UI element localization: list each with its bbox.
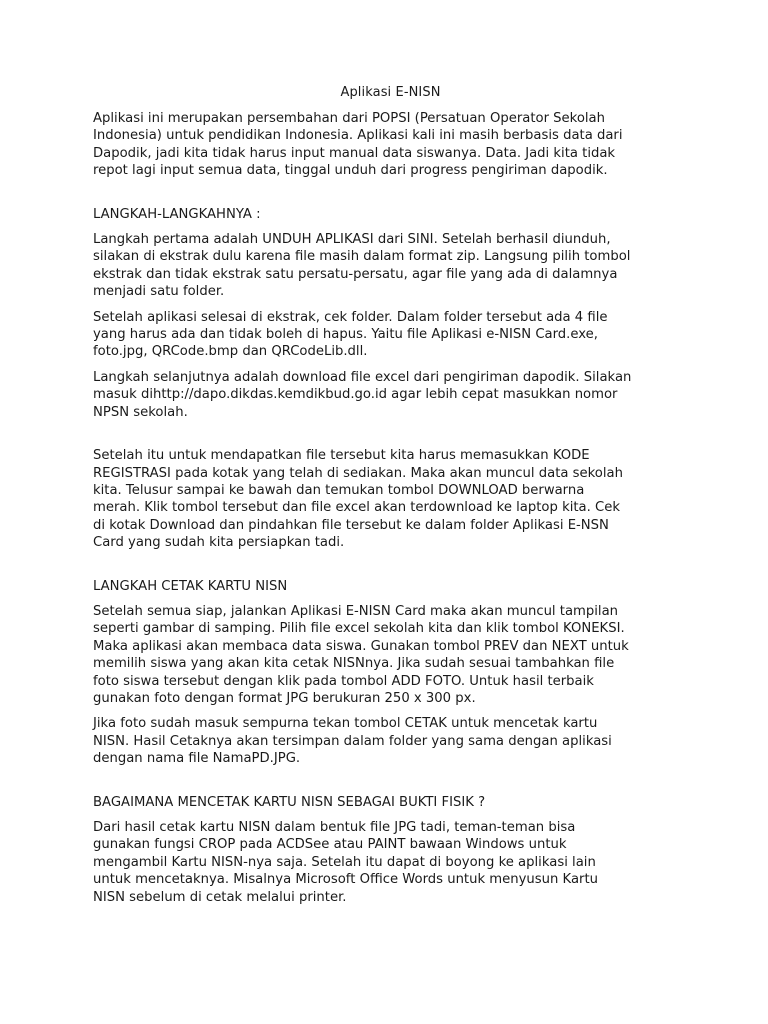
document-title: Aplikasi E-NISN xyxy=(340,85,441,100)
section-heading-steps: LANGKAH-LANGKAHNYA : xyxy=(93,206,261,222)
section-heading-physical: BAGAIMANA MENCETAK KARTU NISN SEBAGAI BUKTI FISIK ? xyxy=(93,794,486,810)
step2-paragraph: Setelah aplikasi selesai di ekstrak, cek folder. Dalam folder tersebut ada 4 file yang harus ada dan tidak boleh di hapus. Yaitu file Aplikasi e-NISN Card.exe, foto.jpg, QRCode.bmp dan QRCodeLib.dll. xyxy=(93,309,608,360)
section-heading-print: LANGKAH CETAK KARTU NISN xyxy=(93,578,288,594)
print1-paragraph: Setelah semua siap, jalankan Aplikasi E-NISN Card maka akan muncul tampilan seperti gambar di samping. Pilih file excel sekolah kita dan klik tombol KONEKSI. Maka aplikasi akan membaca data siswa. Gunakan tombol PREV dan NEXT untuk memilih siswa yang akan kita cetak NISNnya. Jika sudah sesuai tambahkan file foto siswa tersebut dengan klik pada tombol ADD FOTO. Untuk hasil terbaik gunakan foto dengan format JPG berukuran 250 x 300 px. xyxy=(93,603,629,706)
step4-paragraph: Setelah itu untuk mendapatkan file tersebut kita harus memasukkan KODE REGISTRASI pada kotak yang telah di sediakan. Maka akan muncul data sekolah kita. Telusur sampai ke bawah dan temukan tombol DOWNLOAD berwarna merah. Klik tombol tersebut dan file excel akan terdownload ke laptop kita. Cek di kotak Download dan pindahkan file tersebut ke dalam folder Aplikasi E-NSN Card yang sudah kita persiapkan tadi. xyxy=(93,448,623,551)
print2-paragraph: Jika foto sudah masuk sempurna tekan tombol CETAK untuk mencetak kartu NISN. Hasil Cetaknya akan tersimpan dalam folder yang sama dengan aplikasi dengan nama file NamaPD.JPG. xyxy=(93,716,612,767)
step1-paragraph: Langkah pertama adalah UNDUH APLIKASI dari SINI. Setelah berhasil diunduh, silakan di ekstrak dulu karena file masih dalam format zip. Langsung pilih tombol ekstrak dan tidak ekstrak satu persatu-persatu, agar file yang ada di dalamnya menjadi satu folder. xyxy=(93,232,631,300)
physical1-paragraph: Dari hasil cetak kartu NISN dalam bentuk file JPG tadi, teman-teman bisa gunakan fungsi CROP pada ACDSee atau PAINT bawaan Windows untuk mengambil Kartu NISN-nya saja. Setelah itu dapat di boyong ke aplikasi lain untuk mencetaknya. Misalnya Microsoft Office Words untuk menyusun Kartu NISN sebelum di cetak melalui printer. xyxy=(93,820,598,905)
intro-paragraph: Aplikasi ini merupakan persembahan dari POPSI (Persatuan Operator Sekolah Indonesia) untuk pendidikan Indonesia. Aplikasi kali ini masih berbasis data dari Dapodik, jadi kita tidak harus input manual data siswanya. Data. Jadi kita tidak repot lagi input semua data, tinggal unduh dari progress pengiriman dapodik. xyxy=(93,111,623,179)
step3-paragraph: Langkah selanjutnya adalah download file excel dari pengiriman dapodik. Silakan masuk dihttp://dapo.dikdas.kemdikbud.go.id agar lebih cepat masukkan nomor NPSN sekolah. xyxy=(93,369,632,420)
